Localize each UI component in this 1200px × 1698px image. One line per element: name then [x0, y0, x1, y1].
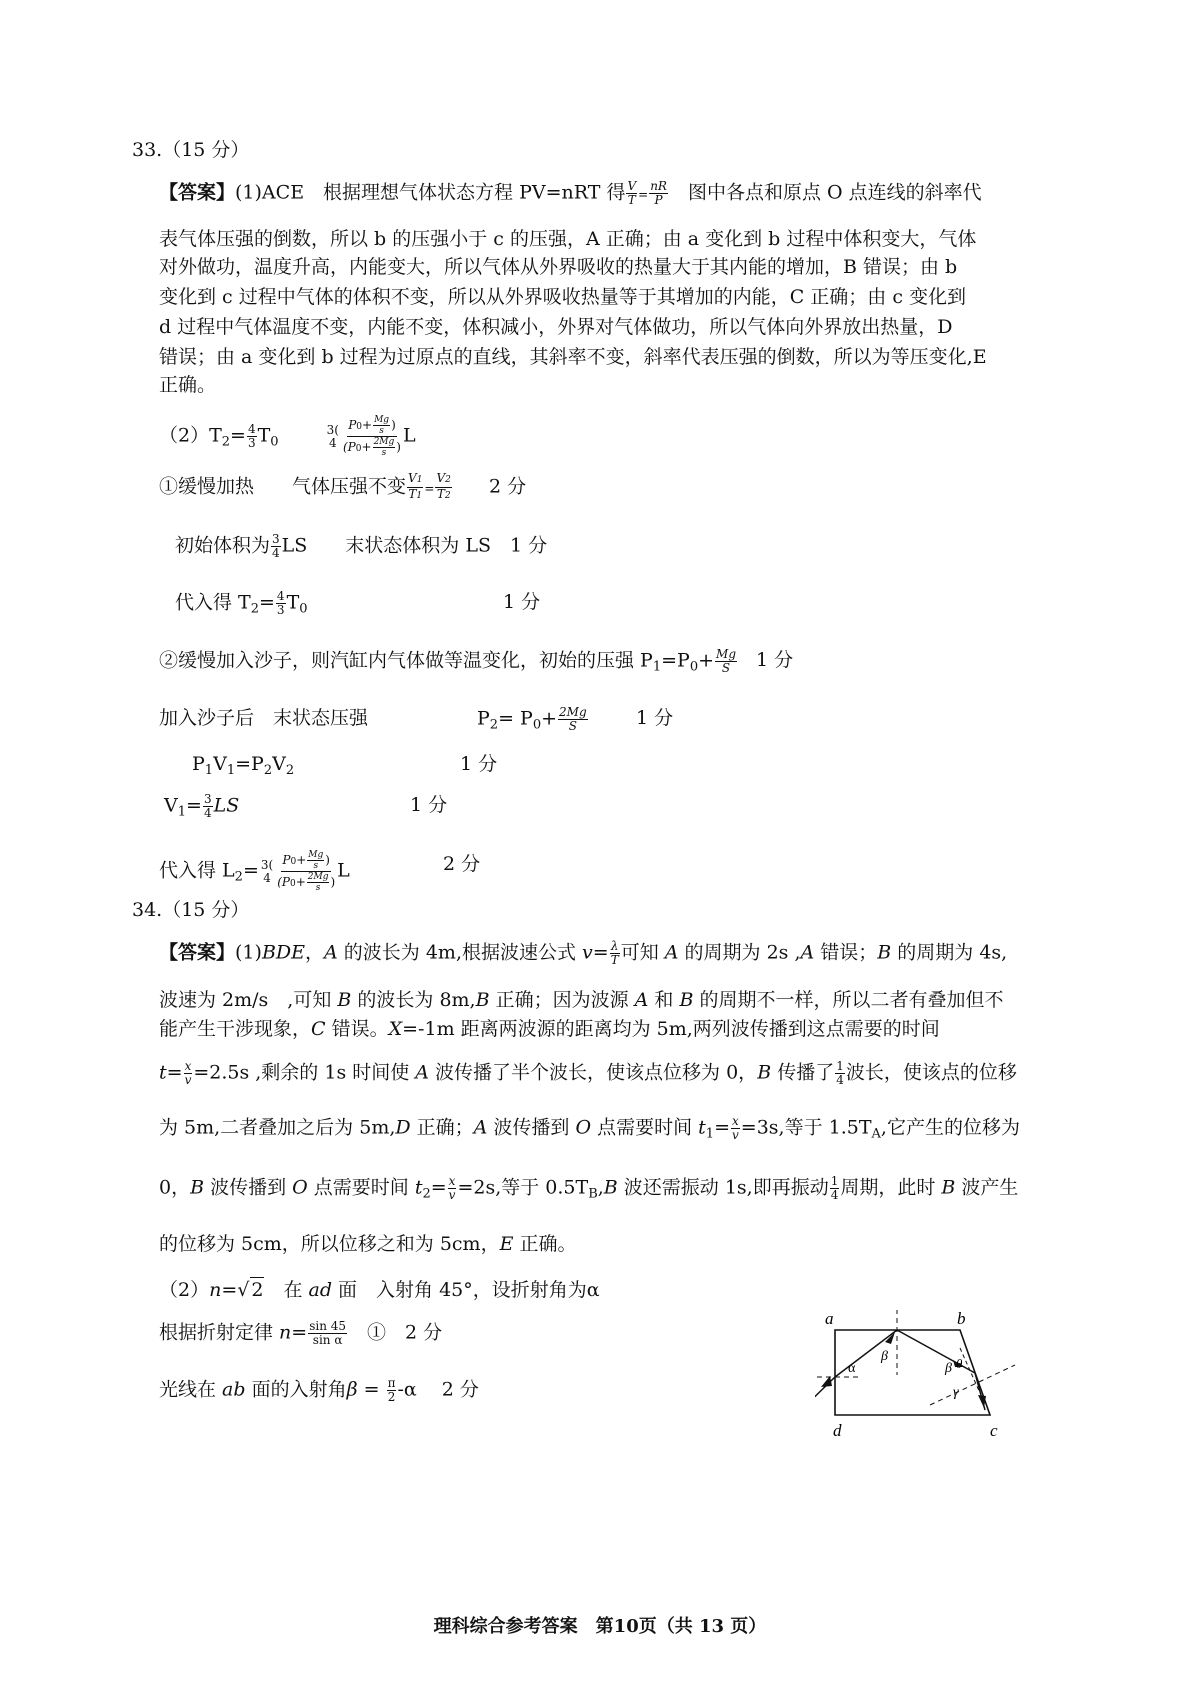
q33-line3: 对外做功，温度升高，内能变大，所以气体从外界吸收的热量大于其内能的增加，B 错误；由 b: [159, 256, 958, 278]
fraction: $\frac{Mg}{S}$: [716, 647, 736, 675]
label-d: d: [833, 1421, 842, 1440]
label-theta: θ: [956, 1356, 963, 1371]
fraction: $\frac{\lambda}{T}$: [610, 939, 619, 967]
q33-step6: $P_1V_1=P_2V_2$: [192, 753, 295, 778]
label-a: a: [825, 1310, 834, 1328]
fraction: $\frac{4}{3}$: [247, 422, 256, 450]
q34-line4: t= $\frac{x}{v}$ =2.5s ,剩余的 1s 时间使 A 波传播了半个波长，使该点位移为 0，B 传播了 $\frac{1}{4}$ 波长，使该点的位移: [159, 1059, 1017, 1087]
fraction: $\frac{4}{3}$: [276, 589, 285, 617]
answer-tag: 【答案】: [159, 941, 236, 964]
q33-step6-score: 1 分: [460, 753, 498, 775]
fraction: $\frac{V}{T}$: [627, 179, 637, 207]
fraction: $\frac{V1}{T1}$: [408, 471, 423, 501]
label-gamma: γ: [953, 1385, 959, 1400]
q33-answer-line1: 【答案】(1)ACE 根据理想气体状态方程 PV=nRT 得 $\frac{V}{T}$ = $\frac{nR}{P}$ 图中各点和原点 O 点连线的斜率代: [159, 179, 982, 207]
q34-part2: （2）n=√ 2 在 ad 面 入射角 45°，设折射角为α: [159, 1279, 600, 1301]
fraction: $\frac{x}{v}$: [732, 1114, 739, 1142]
q33-step8-score: 2 分: [443, 853, 481, 875]
q33-step5-score: 1 分: [636, 707, 674, 729]
fraction: $\frac{nR}{P}$: [650, 179, 667, 207]
pressure-ratio: P0+ $\frac{Mg}{s}$ ) (P0+ $\frac{2Mg}{s}$ ): [343, 415, 401, 458]
q33-step1: ①缓慢加热 气体压强不变 $\frac{V1}{T1}$ = $\frac{V2}{T2}$ 2 分: [159, 471, 527, 501]
fraction: $\frac{x}{v}$: [448, 1174, 456, 1202]
prism-outline: [835, 1330, 990, 1415]
q33-step8: 代入得 $L_2=$ 3( 4 P0+ $\frac{Mg}{s}$ ) (P0+ $\frac{2Mg}{s}$ ) L: [159, 850, 350, 893]
text: (1)ACE 根据理想气体状态方程 PV=nRT 得: [235, 181, 626, 204]
label-beta-2: β: [945, 1361, 952, 1376]
q33-line5: d 过程中气体温度不变，内能不变，体积减小，外界对气体做功，所以气体向外界放出热量，D: [159, 316, 953, 338]
fraction: $\frac{1}{4}$: [836, 1059, 844, 1087]
arrow-icon: [978, 1395, 986, 1408]
prism-diagram: [815, 1310, 1030, 1440]
fraction: $\frac{2Mg}{S}$: [559, 705, 587, 733]
fraction: $\frac{1}{4}$: [830, 1174, 839, 1202]
fraction: $\frac{3}{4}$: [203, 792, 212, 820]
q33-step3: 代入得 $T_2=$ $\frac{4}{3}$ $T_0$: [175, 589, 308, 617]
q33-part2-result: $(2)T_2=$ $\frac{4}{3}$ $T_0$ 3( 4 P0+ $\frac{Mg}{s}$ ) (P0+ $\frac{2Mg}{s}$ ) L: [159, 415, 416, 458]
answer-tag: 【答案】: [159, 181, 236, 204]
q34-header: 34.（15 分）: [132, 899, 250, 921]
q34-line3: 能产生干涉现象，C 错误。X=-1m 距离两波源的距离均为 5m,两列波传播到这点需要的时间: [159, 1018, 940, 1040]
q33-step3-score: 1 分: [503, 591, 541, 613]
label-alpha: α: [848, 1361, 856, 1376]
q34-line1: 【答案】(1)BDE，A 的波长为 4m,根据波速公式 v= $\frac{\lambda}{T}$ 可知 A 的周期为 2s ,A 错误；B 的周期为 4s,: [159, 939, 1008, 967]
fraction: $\frac{\sin 45}{\text{sin α}}$: [309, 1319, 347, 1347]
fraction: $\frac{3}{4}$: [272, 532, 280, 560]
compound-fraction: 3( 4: [326, 422, 339, 450]
q33-step5: 加入沙子后 末状态压强: [159, 707, 369, 729]
q33-step7-score: 1 分: [410, 794, 448, 816]
text: 图中各点和原点 O 点连线的斜率代: [668, 181, 982, 204]
arrow-icon: [821, 1376, 832, 1387]
q33-line6: 错误；由 a 变化到 b 过程为过原点的直线，其斜率不变，斜率代表压强的倒数，所以为等压变化,E: [159, 346, 987, 368]
q33-header: 33.（15 分）: [132, 139, 250, 161]
q33-line2: 表气体压强的倒数，所以 b 的压强小于 c 的压强，A 正确；由 a 变化到 b 过程中体积变大，气体: [159, 228, 977, 250]
q34-line2: 波速为 2m/s ,可知 B 的波长为 8m,B 正确；因为波源 A 和 B 的周期不一样，所以二者有叠加但不: [159, 989, 1004, 1011]
q34-line5: 为 5m,二者叠加之后为 5m,D 正确；A 波传播到 O 点需要时间 $t_1=$ $\frac{x}{v}$ =3s,等于 $1.5T_A$,它产生的位移为: [159, 1114, 1020, 1142]
q33-step4: ②缓慢加入沙子，则汽缸内气体做等温变化，初始的压强 $P_1=P_0+$ $\frac{Mg}{S}$: [159, 647, 736, 675]
q34-line7: 的位移为 5cm，所以位移之和为 5cm，E 正确。: [159, 1233, 577, 1255]
q33-step5-formula: $P_2= P_0+$ $\frac{2Mg}{S}$: [477, 705, 587, 733]
fraction: $\frac{\pi}{2}$: [387, 1376, 396, 1404]
fraction: $\frac{x}{v}$: [184, 1059, 192, 1087]
q33-line7: 正确。: [159, 374, 217, 396]
label-b: b: [957, 1310, 966, 1328]
q33-line4: 变化到 c 过程中气体的体积不变，所以从外界吸收热量等于其增加的内能，C 正确；由 c 变化到: [159, 286, 967, 308]
compound-fraction: 3( 4: [260, 857, 274, 885]
page-footer: 理科综合参考答案 第10页（共 13 页）: [433, 1616, 767, 1637]
q33-step7: $V_1=$ $\frac{3}{4}$ LS: [164, 792, 240, 820]
fraction: $\frac{V2}{T2}$: [436, 471, 451, 501]
q34-refraction-law: 根据折射定律 n= $\frac{\sin 45}{\text{sin α}}$ ① 2 分: [159, 1319, 443, 1347]
label-beta: β: [881, 1349, 888, 1364]
q34-incidence-angle: 光线在 ab 面的入射角β = $\frac{\pi}{2}$ -α 2 分: [159, 1376, 479, 1404]
q33-step2: 初始体积为 $\frac{3}{4}$ LS 末状态体积为 LS 1 分: [175, 532, 548, 560]
q34-line6: 0，B 波传播到 O 点需要时间 $t_2=$ $\frac{x}{v}$ =2s,等于 $0.5T_B,B$ 波还需振动 1s,即再振动 $\frac{1}{4}$ 周期，此时 B 波产生: [159, 1174, 1019, 1202]
q33-step4-score: 1 分: [756, 649, 794, 671]
pressure-ratio: P0+ $\frac{Mg}{s}$ ) (P0+ $\frac{2Mg}{s}$ ): [277, 850, 336, 893]
label-c: c: [990, 1421, 998, 1440]
